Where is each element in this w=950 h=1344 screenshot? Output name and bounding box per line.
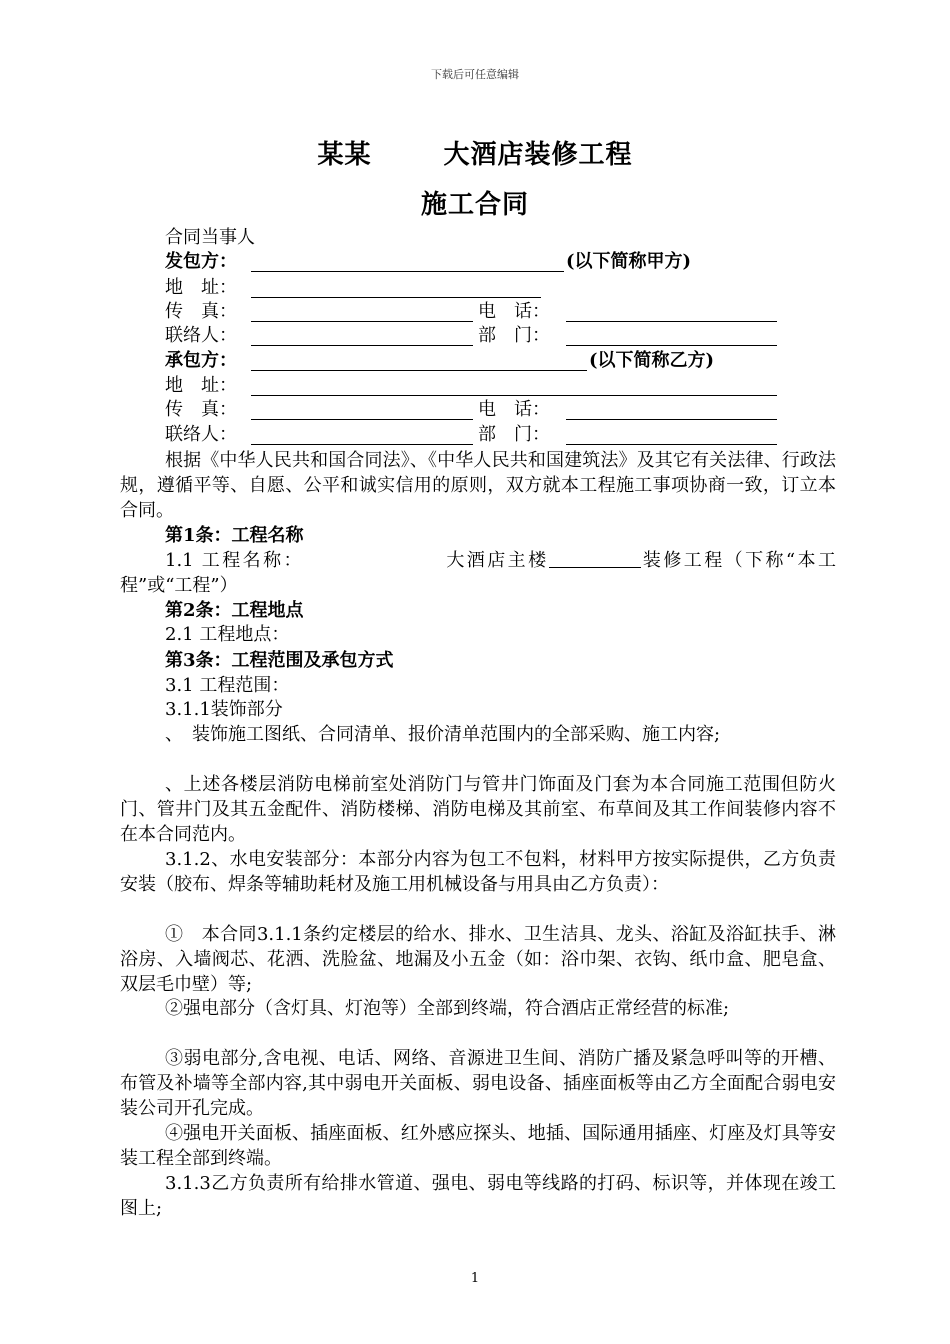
employer-contact-blank[interactable] — [251, 325, 473, 346]
contractor-phone-blank[interactable] — [566, 399, 777, 420]
article3-p4: 、上述各楼层消防电梯前室处消防门与管井门饰面及门套为本合同施工范围但防火门、管井门及其五金配件、消防楼梯、消防电梯及其前室、布草间及其工作间装修内容不在本合同范内。 — [120, 774, 836, 845]
article1-text-c: 装修工程（下称“本工程”或“工程”） — [120, 550, 836, 596]
contractor-name-blank[interactable] — [251, 350, 587, 371]
employer-address-blank[interactable] — [251, 277, 541, 298]
employer-label: 发包方： — [165, 251, 237, 272]
preamble: 根据《中华人民共和国合同法》、《中华人民共和国建筑法》及其它有关法律、行政法规，遵循平等、自愿、公平和诚实信用的原则，双方就本工程施工事项协商一致，订立本合同。 — [120, 450, 836, 521]
employer-dept-blank[interactable] — [566, 325, 777, 346]
document-title-line2: 施工合同 — [420, 190, 529, 220]
article3-p2: 3.1.1装饰部分 — [165, 699, 283, 720]
employer-contact-label: 联络人： — [165, 325, 237, 346]
contractor-address-blank[interactable] — [251, 375, 777, 396]
page-number: 1 — [470, 1271, 480, 1286]
contractor-label: 承包方： — [165, 350, 237, 371]
project-name-blank[interactable] — [549, 549, 641, 568]
document-title-line1 — [0, 134, 950, 171]
employer-dept-label: 部 门： — [478, 325, 550, 346]
employer-suffix: (以下简称甲方) — [566, 251, 692, 272]
contractor-address-label: 地 址： — [165, 375, 237, 396]
contractor-contact-label: 联络人： — [165, 424, 237, 445]
article3-p10: 3.1.3乙方负责所有给排水管道、强电、弱电等线路的打码、标识等，并体现在竣工图上; — [120, 1173, 836, 1219]
contractor-dept-label: 部 门： — [478, 424, 550, 445]
contractor-dept-blank[interactable] — [566, 424, 777, 445]
contractor-fax-blank[interactable] — [251, 399, 473, 420]
article1-text — [120, 548, 836, 598]
article1-heading: 第1条：工程名称 — [165, 525, 304, 546]
parties-intro: 合同当事人 — [165, 227, 255, 248]
article3-p3: 、 装饰施工图纸、合同清单、报价清单范围内的全部采购、施工内容; — [165, 724, 721, 745]
article1-text-a: 1.1 工程名称： — [165, 550, 304, 571]
title-company-placeholder: 某某 — [317, 140, 372, 170]
article3-p8: ③弱电部分,含电视、电话、网络、音源进卫生间、消防广播及紧急呼叫等的开槽、布管及补墙等全部内容,其中弱电开关面板、弱电设备、插座面板等由乙方全面配合弱电安装公司开孔完成。 — [120, 1048, 836, 1119]
article3-p9: ④强电开关面板、插座面板、红外感应探头、地插、国际通用插座、灯座及灯具等安装工程全部到终端。 — [120, 1123, 836, 1169]
employer-phone-blank[interactable] — [566, 301, 777, 322]
contractor-fax-label: 传 真： — [165, 399, 237, 420]
article2-heading: 第2条：工程地点 — [165, 600, 304, 621]
article3-p6: ① 本合同3.1.1条约定楼层的给水、排水、卫生洁具、龙头、浴缸及浴缸扶手、淋浴房、入墙阀芯、花洒、洗脸盆、地漏及小五金（如：浴巾架、衣钩、纸巾盒、肥皂盒、双层毛巾壁）等; — [120, 924, 836, 995]
contractor-phone-label: 电 话： — [478, 399, 550, 420]
title-project: 大酒店装修工程 — [443, 140, 633, 170]
employer-address-label: 地 址： — [165, 277, 237, 298]
employer-fax-label: 传 真： — [165, 301, 237, 322]
article3-p1: 3.1 工程范围： — [165, 675, 290, 696]
header-note: 下载后可任意编辑 — [431, 68, 519, 81]
article3-heading: 第3条：工程范围及承包方式 — [165, 650, 394, 671]
contractor-contact-blank[interactable] — [251, 424, 473, 445]
article3-p7: ②强电部分（含灯具、灯泡等）全部到终端，符合酒店正常经营的标准; — [165, 998, 730, 1019]
article2-text: 2.1 工程地点： — [165, 624, 290, 645]
employer-fax-blank[interactable] — [251, 301, 473, 322]
employer-name-blank[interactable] — [251, 251, 564, 272]
employer-phone-label: 电 话： — [478, 301, 550, 322]
article3-p5: 3.1.2、水电安装部分：本部分内容为包工不包料，材料甲方按实际提供，乙方负责安装（胶布、焊条等辅助耗材及施工用机械设备与用具由乙方负责）： — [120, 849, 836, 895]
article1-text-b: 大酒店主楼 — [443, 550, 549, 571]
contractor-suffix: (以下简称乙方) — [589, 350, 715, 371]
